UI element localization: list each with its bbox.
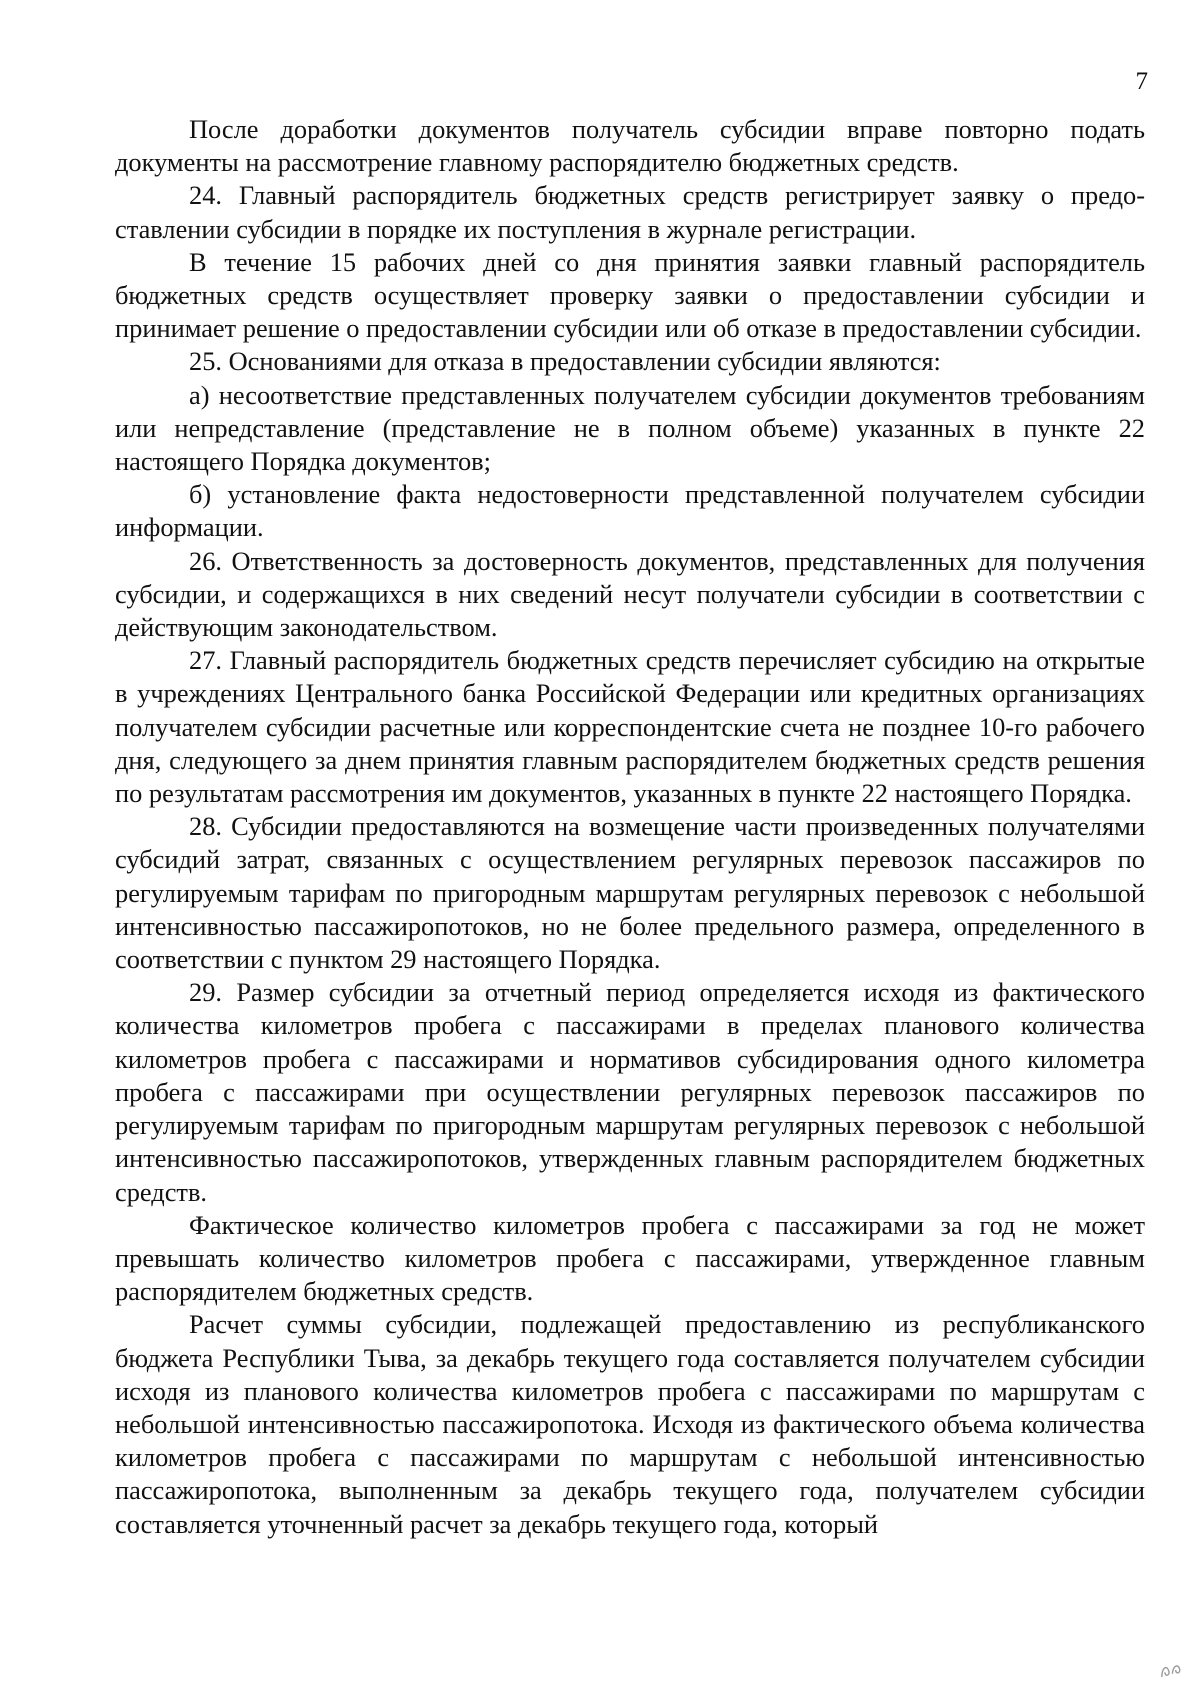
paragraph-december-calculation: Расчет суммы субсидии, подлежащей предоставлению из республиканского бюджета Республики Тыва, за декабрь текущего года составляется получателем субсидии исходя из планового количества километров пробега с пассажирами по маршрутам с небольшой интенсивностью пассажиропотока. Исходя из фактического объема количества километров пробега с пассажирами по маршрутам с небольшой интенсивностью пассажиропотока, выполненным за декабрь текущего года, получателем субсидии составляется уточненный расчет за декабрь текущего года, который xyxy=(115,1309,1145,1539)
paragraph-25b-false-information: б) установление факта недостоверности представленной получателем субсидии информации. xyxy=(115,479,1145,543)
paragraph-mileage-limit: Фактическое количество километров пробега с пассажирами за год не может превышать количество километров пробега с пассажирами, утвержденное главным распорядителем бюджетных средств. xyxy=(115,1209,1145,1307)
pen-scribble-icon xyxy=(1156,1658,1186,1683)
handwritten-corner-mark xyxy=(1156,1658,1186,1687)
paragraph-25-refusal-grounds: 25. Основаниями для отказа в предоставлении субсидии являются: xyxy=(189,346,941,377)
paragraph-resubmission: После доработки документов получатель субсидии вправе повторно подать документы на рассмотрение главному распорядителю бюджетных средств. xyxy=(115,114,1145,178)
paragraph-29-amount: 29. Размер субсидии за отчетный период определяется исходя из фактического количества километров пробега с пассажирами в пределах планового количества километров пробега с пассажирами и нормативов субсидирования одного километра пробега с пассажирами при осуществлении регулярных перевозок пассажиров по регулируемым тарифам по пригородным маршрутам регулярных перевозок с небольшой интенсивностью пассажиропотоков, утвержденных главным распорядителем бюджетных средств. xyxy=(115,977,1145,1207)
paragraph-review-period: В течение 15 рабочих дней со дня принятия заявки главный распорядитель бюджетных средств осуществляет проверку заявки о предоставлении субсидии и принимает решение о предоставлении субсидии или об отказе в предоставлении субсидии. xyxy=(115,246,1145,344)
document-body xyxy=(115,113,1145,1541)
page-number: 7 xyxy=(1135,68,1148,95)
paragraph-27-transfer: 27. Главный распорядитель бюджетных средств перечисляет субсидию на открытые в учреждениях Центрального банка Российской Федерации или кредитных организациях получателем субсидии расчетные или корреспондентские счета не позднее 10-го рабочего дня, следующего за днем принятия главным распорядителем бюджетных средств решения по результатам рассмотрения им документов, указанных в пункте 22 настоящего Порядка. xyxy=(115,645,1145,809)
paragraph-26-responsibility: 26. Ответственность за достоверность документов, представленных для получения субсидии, и содержащихся в них сведений несут получатели субсидии в соответствии с действующим законодательством. xyxy=(115,545,1145,643)
paragraph-25a-nonconformity: а) несоответствие представленных получателем субсидии документов требованиям или непредставление (представление не в полном объеме) указанных в пункте 22 настоящего Порядка документов; xyxy=(115,379,1145,477)
paragraph-28-purpose: 28. Субсидии предоставляются на возмещение части произведенных получателями субсидий затрат, связанных с осуществлением регулярных перевозок пассажиров по регулируемым тарифам по пригородным маршрутам регулярных перевозок с небольшой интенсивностью пассажиропотоков, но не более предельного размера, определенного в соответствии с пунктом 29 настоящего Порядка. xyxy=(115,811,1145,975)
paragraph-24-registration: 24. Главный распорядитель бюджетных средств регистрирует заявку о предоставлении субсидии в порядке их поступления в журнале регистрации. xyxy=(115,180,1145,244)
